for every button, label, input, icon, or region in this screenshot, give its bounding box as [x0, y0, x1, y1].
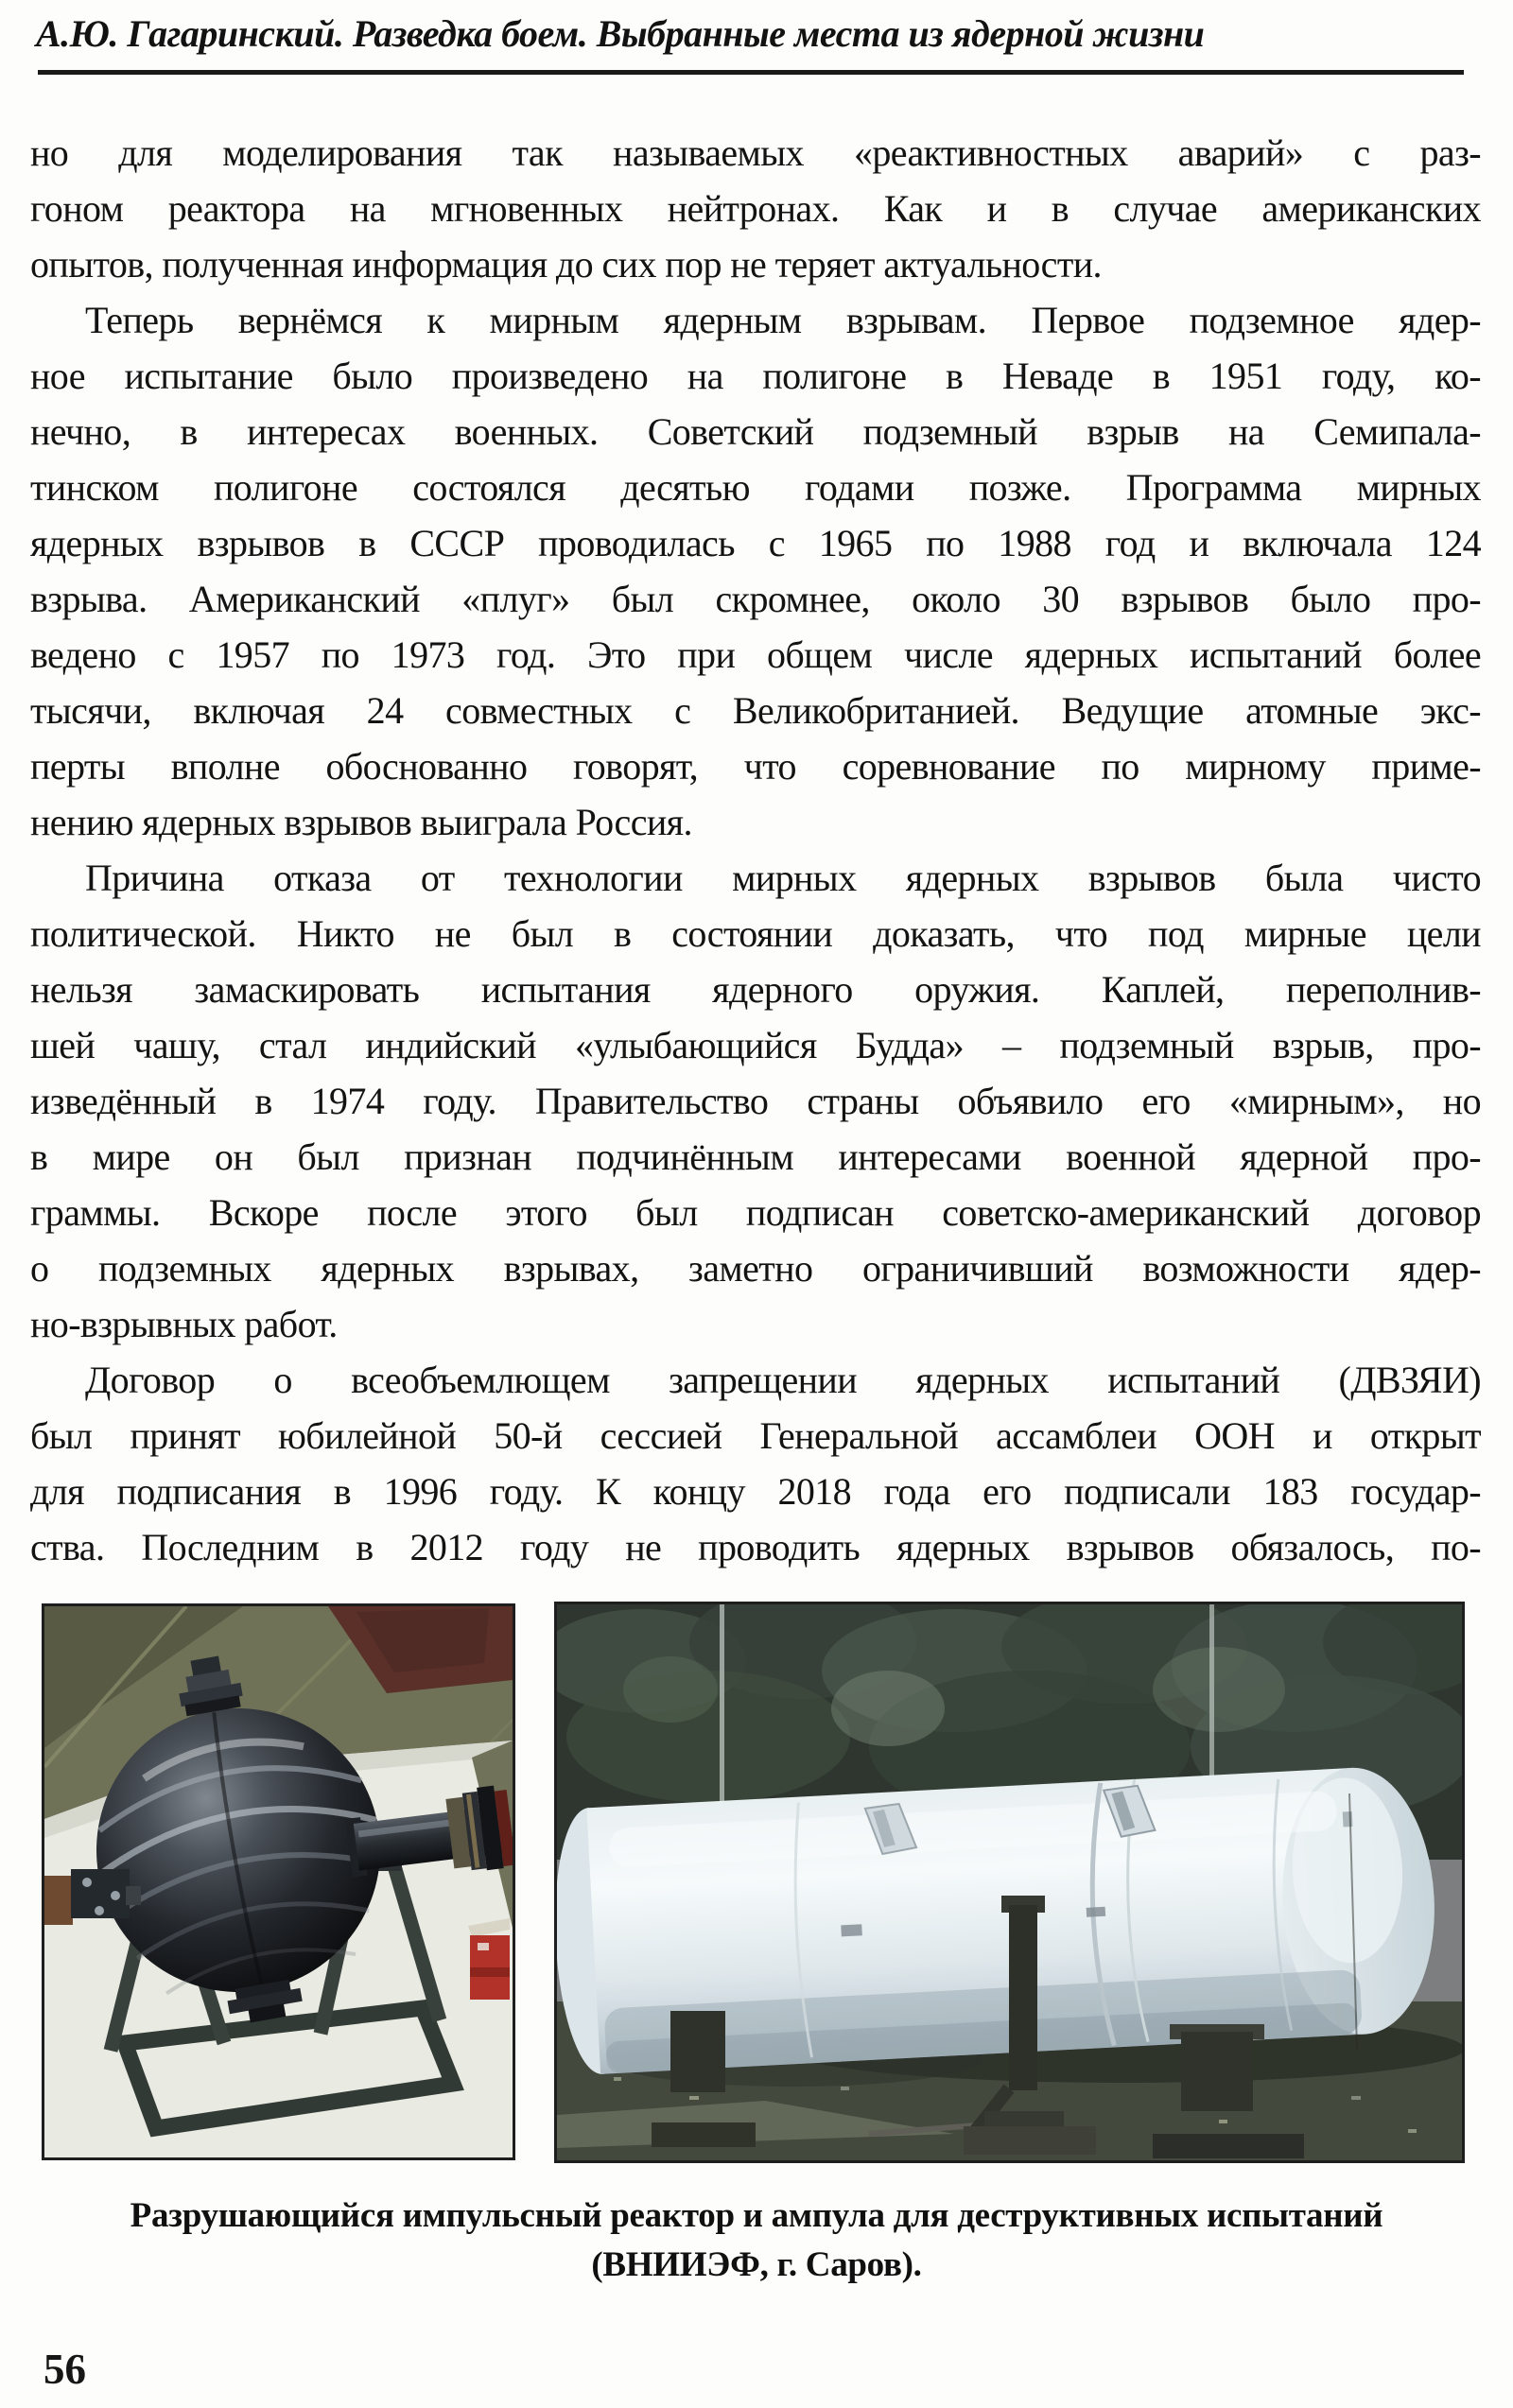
text-line: нению ядерных взрывов выиграла Россия.	[30, 801, 692, 843]
text-line: перты вполне обоснованно говорят, что соревнование по мирному приме-	[30, 745, 1481, 788]
text-line: о подземных ядерных взрывах, заметно ограничивший возможности ядер-	[30, 1247, 1481, 1290]
test-ampoule-illustration	[557, 1604, 1462, 2160]
running-head: А.Ю. Гагаринский. Разведка боем. Выбранные места из ядерной жизни	[36, 12, 1205, 55]
text-line: ядерных взрывов в СССР проводилась с 1965 по 1988 год и включала 124	[30, 522, 1481, 564]
pulse-reactor-illustration	[44, 1606, 513, 2157]
text-line: гоном реактора на мгновенных нейтронах. Как и в случае американских	[30, 187, 1481, 230]
figure-caption	[0, 2191, 1513, 2290]
test-ampoule-photo	[554, 1602, 1465, 2163]
text-line: но для моделирования так называемых «реактивностных аварий» с раз-	[30, 131, 1481, 174]
header-rule	[38, 70, 1464, 75]
text-line: тысячи, включая 24 совместных с Великобританией. Ведущие атомные экс-	[30, 689, 1481, 732]
text-line: был принят юбилейной 50-й сессией Генеральной ассамблеи ООН и открыт	[30, 1414, 1481, 1457]
page-number: 56	[43, 2346, 86, 2393]
text-line: нельзя замаскировать испытания ядерного оружия. Каплей, переполнив-	[30, 968, 1481, 1011]
text-line: Теперь вернёмся к мирным ядерным взрывам. Первое подземное ядер-	[85, 299, 1481, 341]
text-line: шей чашу, стал индийский «улыбающийся Будда» – подземный взрыв, про-	[30, 1024, 1481, 1066]
text-line: ведено с 1957 по 1973 год. Это при общем числе ядерных испытаний более	[30, 633, 1481, 676]
text-line: граммы. Вскоре после этого был подписан советско-американский договор	[30, 1191, 1481, 1234]
text-line: но-взрывных работ.	[30, 1303, 338, 1345]
caption-line-2: (ВНИИЭФ, г. Саров).	[591, 2245, 922, 2284]
text-line: изведённый в 1974 году. Правительство страны объявило его «мирным», но	[30, 1080, 1481, 1122]
text-line: опытов, полученная информация до сих пор не теряет актуальности.	[30, 243, 1102, 286]
text-line: в мире он был признан подчинённым интересами военной ядерной про-	[30, 1135, 1481, 1178]
text-line: Причина отказа от технологии мирных ядерных взрывов была чисто	[85, 857, 1481, 899]
text-line: политической. Никто не был в состоянии доказать, что под мирные цели	[30, 912, 1481, 955]
pulse-reactor-photo	[42, 1603, 515, 2160]
text-block	[30, 125, 1481, 1575]
text-line: нечно, в интересах военных. Советский подземный взрыв на Семипала-	[30, 410, 1481, 453]
text-line: тинском полигоне состоялся десятью годами позже. Программа мирных	[30, 466, 1481, 509]
text-line: ное испытание было произведено на полигоне в Неваде в 1951 году, ко-	[30, 355, 1481, 397]
text-line: взрыва. Американский «плуг» был скромнее, около 30 взрывов было про-	[30, 578, 1481, 620]
text-line: Договор о всеобъемлющем запрещении ядерных испытаний (ДВЗЯИ)	[85, 1359, 1481, 1401]
text-line: ства. Последним в 2012 году не проводить ядерных взрывов обязалось, по-	[30, 1526, 1481, 1568]
caption-line-1: Разрушающийся импульсный реактор и ампула для деструктивных испытаний	[130, 2196, 1383, 2235]
text-line: для подписания в 1996 году. К концу 2018 года его подписали 183 государ-	[30, 1470, 1481, 1513]
